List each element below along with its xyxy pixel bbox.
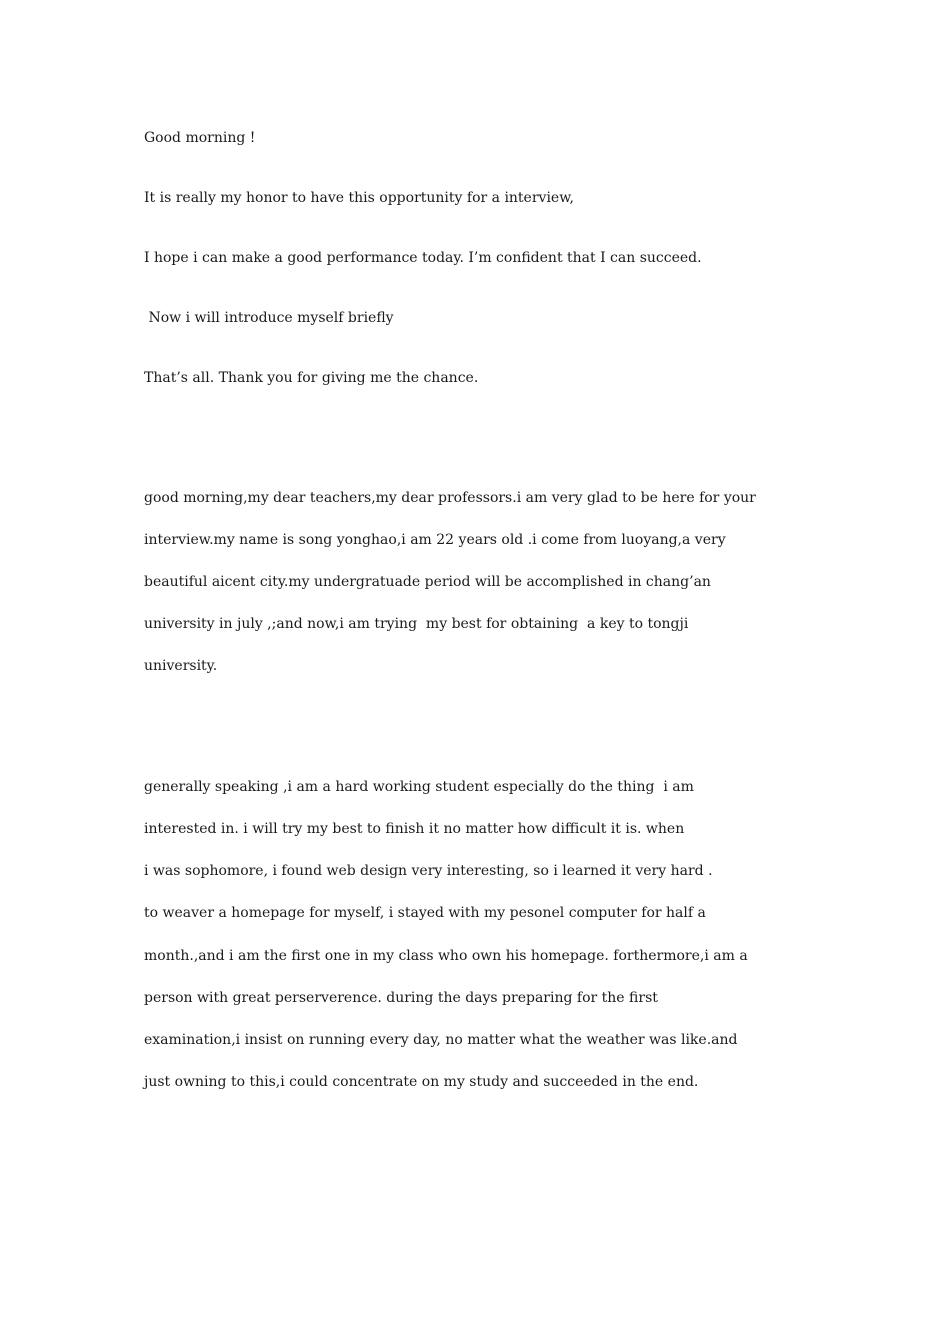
paragraph-line: just owning to this,i could concentrate on my study and succeeded in the end. (144, 1074, 699, 1090)
intro-line: Now i will introduce myself briefly (144, 310, 394, 326)
intro-line: It is really my honor to have this opportunity for a interview, (144, 190, 574, 206)
paragraph-line: good morning,my dear teachers,my dear professors.i am very glad to be here for your (144, 490, 756, 506)
closing-line: That’s all. Thank you for giving me the chance. (144, 370, 479, 386)
greeting-line: Good morning ! (144, 130, 256, 146)
paragraph-line: university. (144, 658, 218, 674)
paragraph-line: i was sophomore, i found web design very interesting, so i learned it very hard . (144, 863, 713, 879)
intro-line: I hope i can make a good performance today. I’m confident that I can succeed. (144, 250, 702, 266)
paragraph-line: university in july ,;and now,i am trying my best for obtaining a key to tongji (144, 616, 689, 632)
paragraph-line: generally speaking ,i am a hard working student especially do the thing i am (144, 779, 694, 795)
paragraph-line: examination,i insist on running every day, no matter what the weather was like.and (144, 1032, 738, 1048)
paragraph-line: to weaver a homepage for myself, i stayed with my pesonel computer for half a (144, 905, 706, 921)
paragraph-line: interview.my name is song yonghao,i am 22 years old .i come from luoyang,a very (144, 532, 726, 548)
paragraph-line: interested in. i will try my best to finish it no matter how difficult it is. when (144, 821, 685, 837)
paragraph-line: person with great perserverence. during the days preparing for the first (144, 990, 658, 1006)
paragraph-line: month.,and i am the first one in my class who own his homepage. forthermore,i am a (144, 948, 748, 964)
paragraph-line: beautiful aicent city.my undergratuade period will be accomplished in chang’an (144, 574, 711, 590)
